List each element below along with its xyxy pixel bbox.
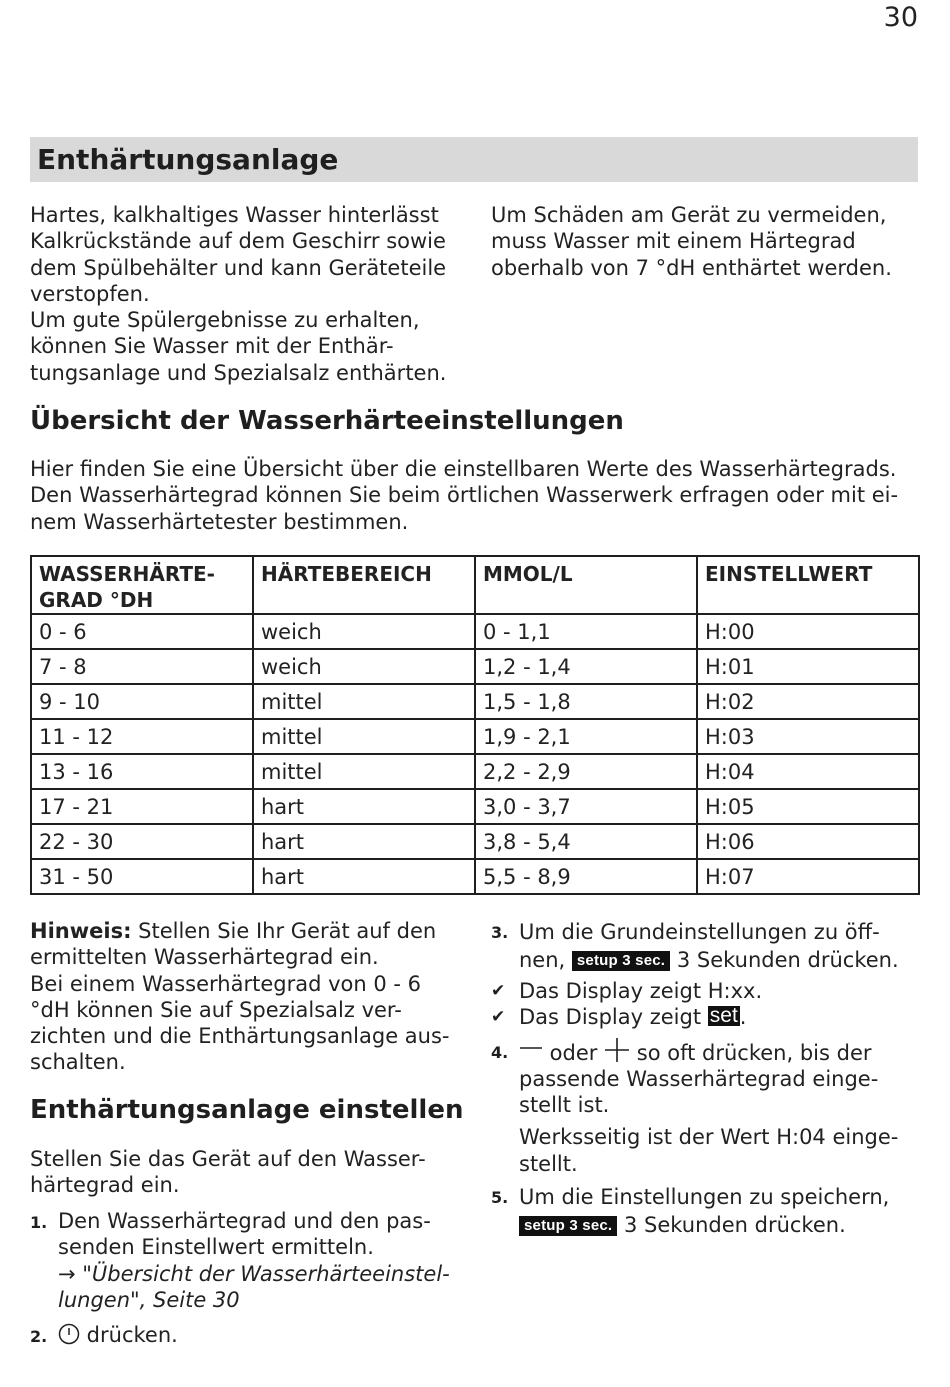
result-text: . (739, 1005, 747, 1030)
note-box (30, 918, 460, 1076)
set-display-label: set (709, 1004, 738, 1028)
water-hardness-table (30, 555, 920, 895)
table-cell: 31 - 50 (31, 859, 253, 894)
step-text: Um die Grundeinstellungen zu öff-nen, (519, 920, 880, 972)
table-cell: mittel (253, 719, 475, 754)
minus-icon (519, 1042, 543, 1062)
step-text: drücken. (80, 1323, 178, 1348)
table-row (31, 789, 919, 824)
note-text: Stellen Sie Ihr Gerät auf den ermittelten Wasserhärtegrad ein. (30, 919, 437, 970)
page-number: 30 (883, 2, 918, 33)
result-text: Das Display zeigt (519, 1005, 708, 1030)
cross-reference-link[interactable]: → "Übersicht der Wasserhärteeinstel-lungen", Seite 30 (58, 1261, 450, 1312)
table-cell: 11 - 12 (31, 719, 253, 754)
plus-icon (604, 1038, 630, 1062)
setup-button-label: setup 3 sec. (519, 1216, 617, 1236)
setup-button-label: setup 3 sec. (572, 951, 670, 971)
column-header-setting-value: EINSTELLWERT (697, 556, 919, 614)
table-cell: H:05 (697, 789, 919, 824)
intro-paragraph: Hartes, kalkhaltiges Wasser hinterlässt Kalkrückstände auf dem Geschirr sowie dem Spülbehälter und kann Geräteteile verstopfen. (30, 203, 447, 306)
table-cell: H:04 (697, 754, 919, 789)
table-cell: 1,5 - 1,8 (475, 684, 697, 719)
note-label: Hinweis: (30, 919, 132, 943)
result-1 (491, 978, 916, 1004)
step-text: oder (543, 1040, 605, 1065)
section-header (30, 137, 918, 182)
steps-list-left (30, 1208, 460, 1348)
table-row (31, 824, 919, 859)
table-cell: 3,0 - 3,7 (475, 789, 697, 824)
table-cell: hart (253, 859, 475, 894)
step-number: 5. (491, 1188, 509, 1208)
table-cell: H:03 (697, 719, 919, 754)
table-cell: 17 - 21 (31, 789, 253, 824)
column-header-mmol: MMOL/L (475, 556, 697, 614)
table-cell: H:07 (697, 859, 919, 894)
table-cell: 0 - 6 (31, 614, 253, 649)
step-number: 3. (491, 923, 509, 942)
overview-text (30, 456, 920, 535)
result-text: Das Display zeigt H:xx. (519, 979, 763, 1003)
check-icon: ✔ (491, 981, 506, 1001)
table-cell: 3,8 - 5,4 (475, 824, 697, 859)
table-cell: weich (253, 649, 475, 684)
table-row (31, 754, 919, 789)
check-icon: ✔ (491, 1007, 506, 1028)
table-cell: H:06 (697, 824, 919, 859)
step-4 (491, 1038, 916, 1177)
note-line (30, 918, 460, 971)
table-cell: 7 - 8 (31, 649, 253, 684)
setup-intro (30, 1146, 460, 1199)
table-row (31, 649, 919, 684)
note-text: Bei einem Wasserhärtegrad von 0 - 6 °dH können Sie auf Spezialsalz ver-zichten und die Enthärtungsanlage aus-schalten. (30, 971, 450, 1075)
step-number: 2. (30, 1327, 48, 1347)
table-cell: H:02 (697, 684, 919, 719)
table-cell: 0 - 1,1 (475, 614, 697, 649)
step-3 (491, 918, 916, 974)
overview-paragraph: Hier finden Sie eine Übersicht über die einstellbaren Werte des Wasserhärtegrads. Den Wasserhärtegrad können Sie beim örtlichen Wasserwerk erfragen oder mit ei-nem Wasserhärtetester bestimmen. (30, 457, 899, 534)
setup-heading: Enthärtungsanlage einstellen (30, 1095, 464, 1125)
setup-intro-text: Stellen Sie das Gerät auf den Wasser-härtegrad ein. (30, 1147, 426, 1198)
step-2 (30, 1322, 460, 1348)
table-cell: 9 - 10 (31, 684, 253, 719)
table-cell: hart (253, 789, 475, 824)
steps-list-right (491, 918, 916, 1239)
step-note: Werksseitig ist der Wert H:04 einge-stellt. (519, 1125, 899, 1176)
intro-paragraph: Um gute Spülergebnisse zu erhalten, können Sie Wasser mit der Enthär-tungsanlage und Spezialsalz enthärten. (30, 308, 447, 385)
table-cell: H:01 (697, 649, 919, 684)
table-row (31, 719, 919, 754)
column-header-hardness-range: HÄRTEBEREICH (253, 556, 475, 614)
table-cell: H:00 (697, 614, 919, 649)
step-5 (491, 1183, 916, 1239)
table-row (31, 614, 919, 649)
section-title: Enthärtungsanlage (37, 143, 339, 176)
step-1 (30, 1208, 460, 1313)
table-cell: 1,9 - 2,1 (475, 719, 697, 754)
step-text: Den Wasserhärtegrad und den pas-senden Einstellwert ermitteln. (58, 1209, 431, 1260)
table-cell: weich (253, 614, 475, 649)
result-2 (491, 1004, 916, 1030)
table-cell: 22 - 30 (31, 824, 253, 859)
intro-right-column (491, 202, 911, 281)
column-header-hardness-degree: WASSERHÄRTE-GRAD °DH (31, 556, 253, 614)
table-cell: 1,2 - 1,4 (475, 649, 697, 684)
step-text: 3 Sekunden drücken. (617, 1213, 846, 1238)
table-row (31, 684, 919, 719)
step-text: Um die Einstellungen zu speichern, (519, 1185, 890, 1210)
overview-heading: Übersicht der Wasserhärteeinstellungen (30, 406, 624, 436)
step-text: 3 Sekunden drücken. (670, 948, 899, 972)
table-cell: mittel (253, 754, 475, 789)
table-row (31, 859, 919, 894)
table-cell: mittel (253, 684, 475, 719)
power-icon (58, 1323, 80, 1345)
step-number: 4. (491, 1042, 509, 1062)
table-cell: 13 - 16 (31, 754, 253, 789)
table-header-row (31, 556, 919, 614)
intro-left-column (30, 202, 470, 386)
step-number: 1. (30, 1213, 48, 1232)
table-cell: 2,2 - 2,9 (475, 754, 697, 789)
step-text: so oft drücken, bis der passende Wasserhärtegrad einge-stellt ist. (519, 1040, 879, 1118)
table-cell: 5,5 - 8,9 (475, 859, 697, 894)
intro-warning-paragraph: Um Schäden am Gerät zu vermeiden, muss Wasser mit einem Härtegrad oberhalb von 7 °dH enthärtet werden. (491, 203, 892, 280)
table-cell: hart (253, 824, 475, 859)
